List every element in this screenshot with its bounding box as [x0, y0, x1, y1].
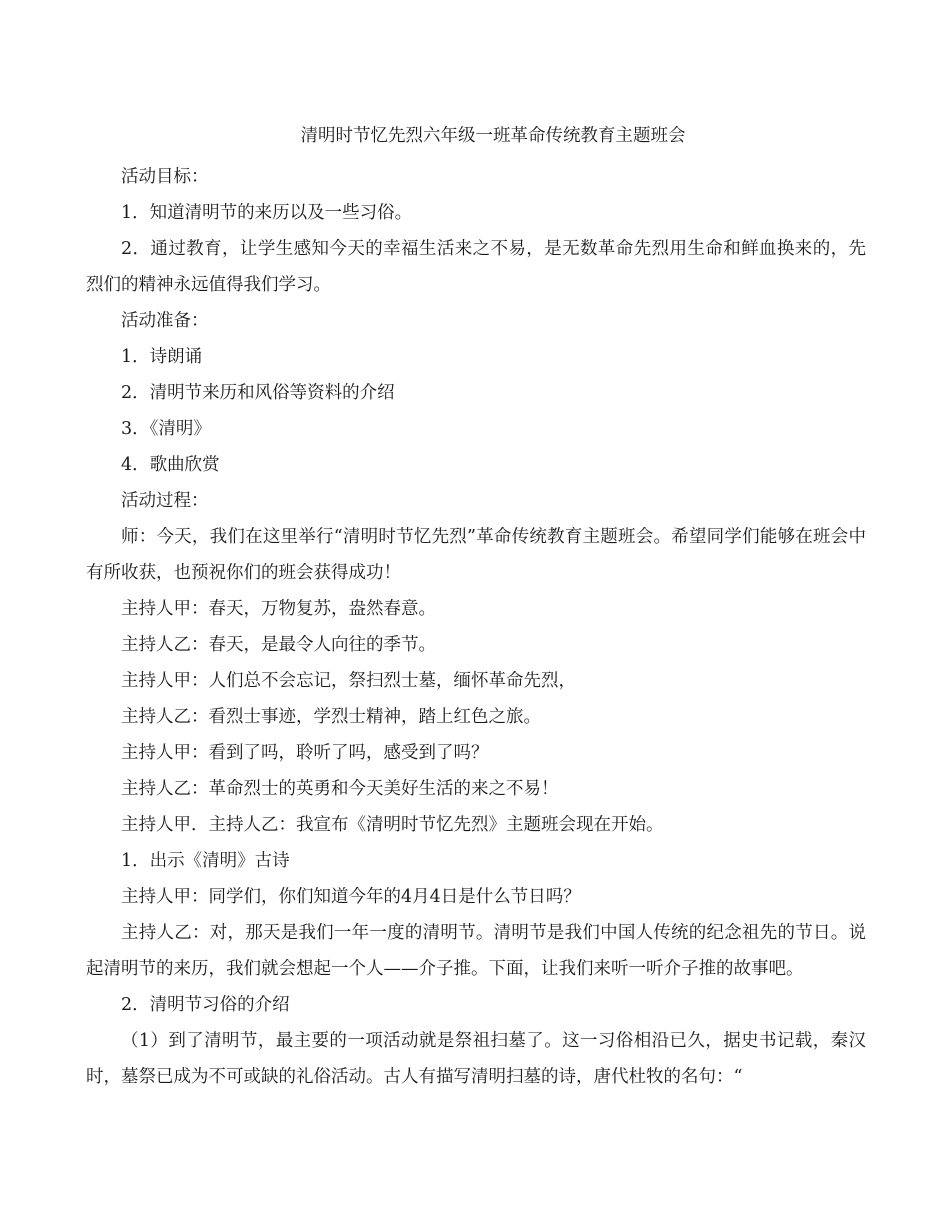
- preparation-item-1: 1．诗朗诵: [121, 347, 203, 367]
- goal-item-1: 1．知道清明节的来历以及一些习俗。: [121, 203, 413, 223]
- dialogue-line: 主持人甲．主持人乙：我宣布《清明时节忆先烈》主题班会现在开始。: [121, 815, 664, 835]
- preparation-item-4: 4．歌曲欣赏: [121, 455, 220, 475]
- process-step-2: 2．清明节习俗的介绍: [121, 995, 290, 1015]
- process-step-1: 1．出示《清明》古诗: [121, 851, 290, 871]
- dialogue-line: 主持人甲：看到了吗，聆听了吗，感受到了吗？: [121, 743, 489, 763]
- document-body: [86, 159, 866, 1095]
- dialogue-line: 主持人甲：人们总不会忘记，祭扫烈士墓，缅怀革命先烈，: [121, 671, 576, 691]
- dialogue-line: 主持人乙：春天，是最令人向往的季节。: [121, 635, 436, 655]
- dialogue-line: 主持人乙：对，那天是我们一年一度的清明节。清明节是我们中国人传统的纪念祖先的节日。说起清明节的来历，我们就会想起一个人——介子推。下面，让我们来听一听介子推的故事吧。: [86, 923, 866, 979]
- teacher-opening: 师：今天，我们在这里举行“清明时节忆先烈”革命传统教育主题班会。希望同学们能够在班会中有所收获，也预祝你们的班会获得成功！: [86, 527, 866, 583]
- section-heading-process: 活动过程：: [121, 491, 209, 511]
- preparation-item-2: 2．清明节来历和风俗等资料的介绍: [121, 383, 395, 403]
- goal-item-2: 2．通过教育，让学生感知今天的幸福生活来之不易，是无数革命先烈用生命和鲜血换来的，先烈们的精神永远值得我们学习。: [86, 239, 866, 295]
- document-title: 清明时节忆先烈六年级一班革命传统教育主题班会: [300, 126, 686, 146]
- dialogue-line: 主持人甲：春天，万物复苏，盎然春意。: [121, 599, 436, 619]
- dialogue-line: 主持人乙：革命烈士的英勇和今天美好生活的来之不易！: [121, 779, 559, 799]
- custom-paragraph-1: （1）到了清明节，最主要的一项活动就是祭祖扫墓了。这一习俗相沿已久，据史书记载，秦汉时，墓祭已成为不可或缺的礼俗活动。古人有描写清明扫墓的诗，唐代杜牧的名句：“: [86, 1031, 866, 1087]
- preparation-item-3: 3．《清明》: [121, 419, 211, 439]
- section-heading-goals: 活动目标：: [121, 167, 209, 187]
- section-heading-preparation: 活动准备：: [121, 311, 209, 331]
- dialogue-line: 主持人甲：同学们，你们知道今年的4月4日是什么节日吗？: [121, 887, 581, 907]
- dialogue-line: 主持人乙：看烈士事迹，学烈士精神，踏上红色之旅。: [121, 707, 541, 727]
